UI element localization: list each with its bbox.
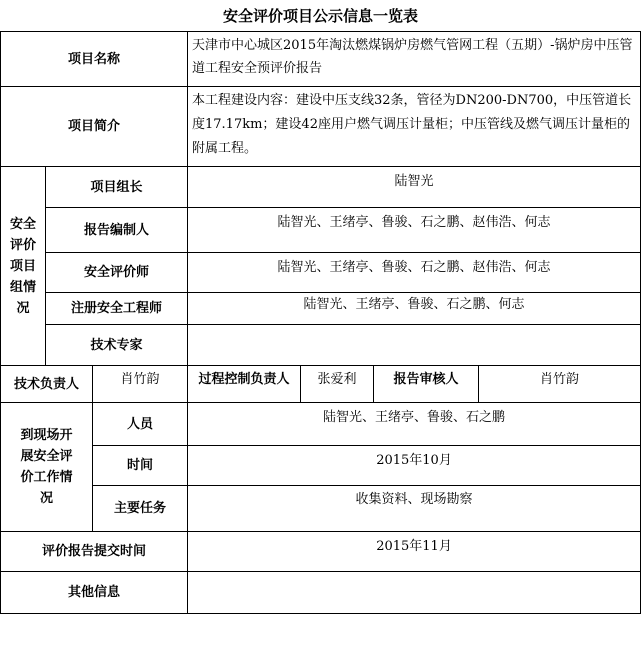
row-team-leader — [1, 167, 641, 208]
site-time-value: 2015年10月 — [188, 446, 641, 486]
row-other-info — [1, 572, 641, 614]
row-site-task — [1, 486, 641, 532]
assessor-label: 安全评价师 — [46, 253, 188, 293]
expert-label: 技术专家 — [46, 325, 188, 366]
process-responsible-value: 张爱利 — [301, 366, 374, 403]
site-task-label: 主要任务 — [93, 486, 188, 532]
assessor-value: 陆智光、王绪亭、鲁骏、石之鹏、赵伟浩、何志 — [188, 253, 641, 293]
row-site-time — [1, 446, 641, 486]
leader-label: 项目组长 — [46, 167, 188, 208]
submit-time-label: 评价报告提交时间 — [1, 532, 188, 572]
engineer-label: 注册安全工程师 — [46, 293, 188, 325]
row-engineer — [1, 293, 641, 325]
compiler-value: 陆智光、王绪亭、鲁骏、石之鹏、赵伟浩、何志 — [188, 208, 641, 253]
row-submit-time — [1, 532, 641, 572]
site-people-label: 人员 — [93, 403, 188, 446]
project-intro-value: 本工程建设内容：建设中压支线32条，管径为DN200-DN700，中压管道长度17.17km；建设42座用户燃气调压计量柜；中压管线及燃气调压计量柜的附属工程。 — [188, 87, 641, 167]
project-name-value: 天津市中心城区2015年淘汰燃煤锅炉房燃气管网工程（五期）-锅炉房中压管道工程安全预评价报告 — [188, 32, 641, 87]
row-project-name — [1, 32, 641, 87]
row-site-people — [1, 403, 641, 446]
submit-time-value: 2015年11月 — [188, 532, 641, 572]
report-reviewer-label: 报告审核人 — [374, 366, 479, 403]
site-time-label: 时间 — [93, 446, 188, 486]
row-assessor — [1, 253, 641, 293]
expert-value — [188, 325, 641, 366]
tech-responsible-value: 肖竹韵 — [93, 366, 188, 403]
other-info-label: 其他信息 — [1, 572, 188, 614]
row-expert — [1, 325, 641, 366]
info-table — [0, 31, 641, 614]
project-intro-label: 项目简介 — [1, 87, 188, 167]
site-group-label: 到现场开展安全评价工作情况 — [1, 403, 93, 532]
site-people-value: 陆智光、王绪亭、鲁骏、石之鹏 — [188, 403, 641, 446]
site-task-value: 收集资料、现场勘察 — [188, 486, 641, 532]
engineer-value: 陆智光、王绪亭、鲁骏、石之鹏、何志 — [188, 293, 641, 325]
team-group-label: 安全评价项目组情况 — [1, 167, 46, 366]
row-project-intro — [1, 87, 641, 167]
tech-responsible-label: 技术负责人 — [1, 366, 93, 403]
leader-value: 陆智光 — [188, 167, 641, 208]
other-info-value — [188, 572, 641, 614]
row-compiler — [1, 208, 641, 253]
project-name-label: 项目名称 — [1, 32, 188, 87]
row-responsibles — [1, 366, 641, 403]
compiler-label: 报告编制人 — [46, 208, 188, 253]
page-title: 安全评价项目公示信息一览表 — [222, 7, 418, 25]
process-responsible-label: 过程控制负责人 — [188, 366, 301, 403]
report-reviewer-value: 肖竹韵 — [479, 366, 641, 403]
